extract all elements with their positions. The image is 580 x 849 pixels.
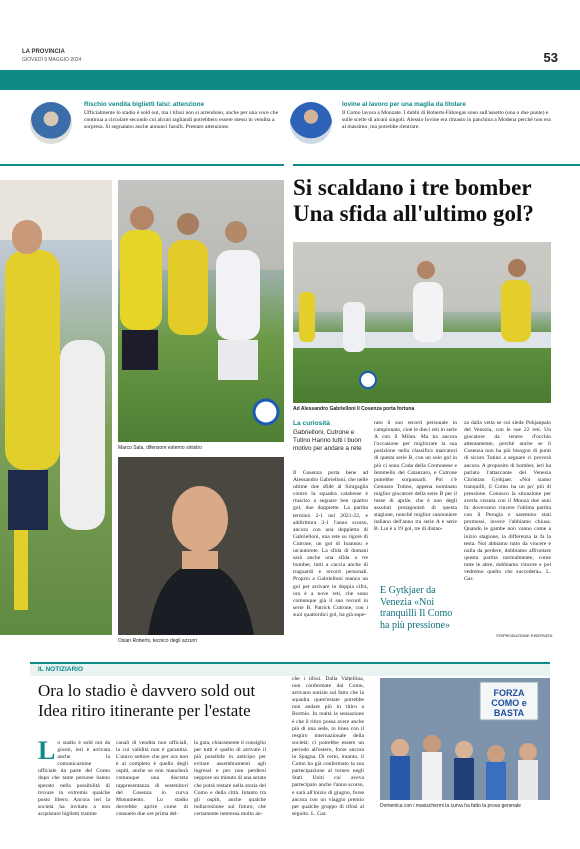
notiziario-headline-line2: Idea ritiro itinerante per l'estate xyxy=(38,701,251,720)
brief-title: Rischio vendita biglietti falsi: attenzione xyxy=(84,101,205,108)
main-headline-line1: Si scaldano i tre bomber xyxy=(293,175,532,200)
notiziario-column-3: la gara, chiaramente il consiglio per tutti è quello di arrivare il più possibile in anticipo per evitare assembramenti agli ingressi e per non perdersi neppure un minuto di una serata che potrà restare nella storia del Como e della città. Intanto tra gli ospiti, anche qualche indiscrezione sul futuro, che certamente interessa molto an- xyxy=(194,740,266,817)
photo-caption: Ad Alessandro Gabrielloni il Cosenza porta fortuna xyxy=(293,406,415,412)
masthead xyxy=(22,47,558,67)
photo-players-left xyxy=(0,180,112,635)
article-column-3: za dalla vetta se cui siede Pohjanpalo del Venezia, con le sue 22 reti. Un giocatore da tenere d'occhio attentamente, perché anche se il Cosenza non ha più bisogno di punti di sicuro Tutino a segnare ci proverà ancora. A proposito di bomber, ieri ha parlato l'attaccante del Venezia Christian Gytkjaer. «Noi siamo tranquilli, il Como ha un po' più di pressione. Conosco la situazione per averla vissuta con il Monza due anni fa: dovevamo vincere l'ultima partita con il Perugia e saremmo stati promossi, invece l'abbiamo chiusa. Quando le gambe non vanno come a inizio stagione, la differenza la fa la testa. Noi abbiamo tutto da vincere e nulla da perdere, dobbiamo affrontare questa partita normalmente, come tutte le altre, dobbiamo vincere e poi vedremo quello che succederà». L. Gar. xyxy=(464,420,551,583)
issue-date: GIOVEDÌ 9 MAGGIO 2024 xyxy=(22,57,82,63)
notiziario-column-4: che i tifosi. Dalla Valtellina, non confermate dal Como, arrivano notizie sul fatto che la squadra quest'estate potrebbe non andare più in ritiro a Bormio. In realtà la sensazione è che il ritiro possa avere anche più di una sede, in linea con il respiro internazionale della società: ci potrebbe essere un periodo all'estero, forse ancora in Spagna. Di certo, intanto, il Como ha già confermato la sua partecipazione al torneo negli Stati Uniti cui aveva partecipato anche l'anno scorso, e sarà all'inizio di giugno, forse ancora con un viaggio premio per qualche gruppo di tifosi al seguito. L. Gar. xyxy=(292,676,364,817)
newspaper-name: LA PROVINCIA xyxy=(22,49,65,55)
article-column-2: rato il suo record personale in campionato, cioè le dieci reti in serie A con il Milan. Ma ha ancora l'occasione per migliorare la sua posizione nella classifica marcatori di questa serie B, con un solo gol in più ci sono Coda della Cremonese e Iemmello del Catanzaro, e Cutrone potrebbe sorpassarli. Poi c'è Gennaro Tutino, appena nominato miglior giocatore della serie B per il mese di aprile, che è uno degli assoluti protagonisti di questa stagione, nonché miglior cannoniere italiano dell'anno tra serie A e serie B. Lui è a 19 gol, tre di distan- xyxy=(374,420,457,533)
curiosita-subtitle: Gabrielloni, Cutrone e Tutino Hanno tutti i buon motivo per andare a rete xyxy=(293,429,362,452)
article-column-1: Il Cosenza porta bene ad Alessandro Gabrielloni, che nelle ultime due sfide al Sinigaglia contro la squadra calabrese è riuscito a segnare ben quattro gol, due doppiette. La partita terminò 2-1 nel 2021-22, e addirittura 3-1 l'anno scorso, ancora con una doppietta di Gabrielloni, una rete su rigore di Cutrone, un gol di Ioannou e un'autorete. La sfida di domani sarà anche una sfida a tre bomber, tutti a caccia anche di traguardi e record personali. Proprio a Gabrielloni manca un gol per arrivare in doppia cifra, ora è a nove reti, che sono comunque già il suo record in serie B. Patrick Cutrone, con i suoi quattordici gol, ha già supe- xyxy=(293,470,368,618)
photo-coach xyxy=(118,457,284,635)
brief-text: Ufficialmente lo stadio è sold out, ma i tifosi non si arrendono, anche per una voce che continua a circolare secondo cui alcuni tagliandi potrebbero essere messi in vendita a sorpresa. Si segnalano anche annunci fasulli. Prestare attenzione. xyxy=(84,110,279,130)
brief-right xyxy=(342,101,552,131)
photo-action-middle xyxy=(118,180,284,442)
page-number: 53 xyxy=(543,50,558,65)
copyright: ©RIPRODUZIONE RISERVATA xyxy=(496,633,553,638)
svg-text:COMO e: COMO e xyxy=(491,698,527,708)
photo-caption: Domenica con i maxischermi la curva ha fatto la prova generale xyxy=(380,803,521,809)
photo-caption: Osian Roberts, tecnico degli azzurri xyxy=(118,638,197,644)
brief-photo-player xyxy=(290,102,332,144)
curiosita-box xyxy=(293,420,368,453)
notiziario-column-1: Lo stadio è sold out da giorni, ieri è arrivata anche la comunicazione ufficiale da parte del Como dopo che tante persone hanno sperato nella possibilità di trovare in extremis qualche posto libero. Ancora ieri la società ha invitato a non acquistare biglietti tramite xyxy=(38,740,110,817)
brief-text: Il Como lavora a Monzate. I dubbi di Roberts-Fàbregas sono sull'assetto (una o due punte) e sulle scelte di alcuni singoli. Alessio Iovine era rimasto in panchina a Modena perché non era al massimo, ma potrebbe rientrare. xyxy=(342,110,551,130)
main-headline-line2: Una sfida all'ultimo gol? xyxy=(293,201,534,226)
notiziario-column-2: canali di vendita non ufficiali, la cui validità non è garantita. L'unico settore che per ora non è al completo è quello degli ospiti, anche se non mancherà comunque una discreta rappresentanza di sostenitori del Cosenza in curva Monumento. Lo stadio dovrebbe aprire come di consueto due ore prima del- xyxy=(116,740,188,817)
dropcap: L xyxy=(38,740,56,765)
photo-fans xyxy=(380,678,550,800)
photo-action-right xyxy=(293,242,551,403)
brief-title: Iovine al lavoro per una maglia da titolare xyxy=(342,101,466,108)
svg-text:FORZA: FORZA xyxy=(493,688,525,698)
brief-left xyxy=(84,101,280,131)
notiziario-bar xyxy=(30,662,550,676)
section-label: IL NOTIZIARIO xyxy=(38,666,84,673)
sidebar-headline: E Gytkjaer da Venezia «Noi tranquilli Il Como ha più pressione» xyxy=(380,585,453,631)
photo-caption: Marco Sala, difensore esterno sinistro xyxy=(118,445,202,451)
divider xyxy=(293,164,580,166)
divider xyxy=(0,164,284,166)
header-bar xyxy=(0,70,580,90)
main-headline xyxy=(293,175,558,227)
notiziario-headline-line1: Ora lo stadio è davvero sold out xyxy=(38,681,256,700)
svg-text:BASTA: BASTA xyxy=(493,708,525,718)
brief-photo-fans xyxy=(30,102,72,144)
curiosita-title: La curiosità xyxy=(293,420,331,427)
